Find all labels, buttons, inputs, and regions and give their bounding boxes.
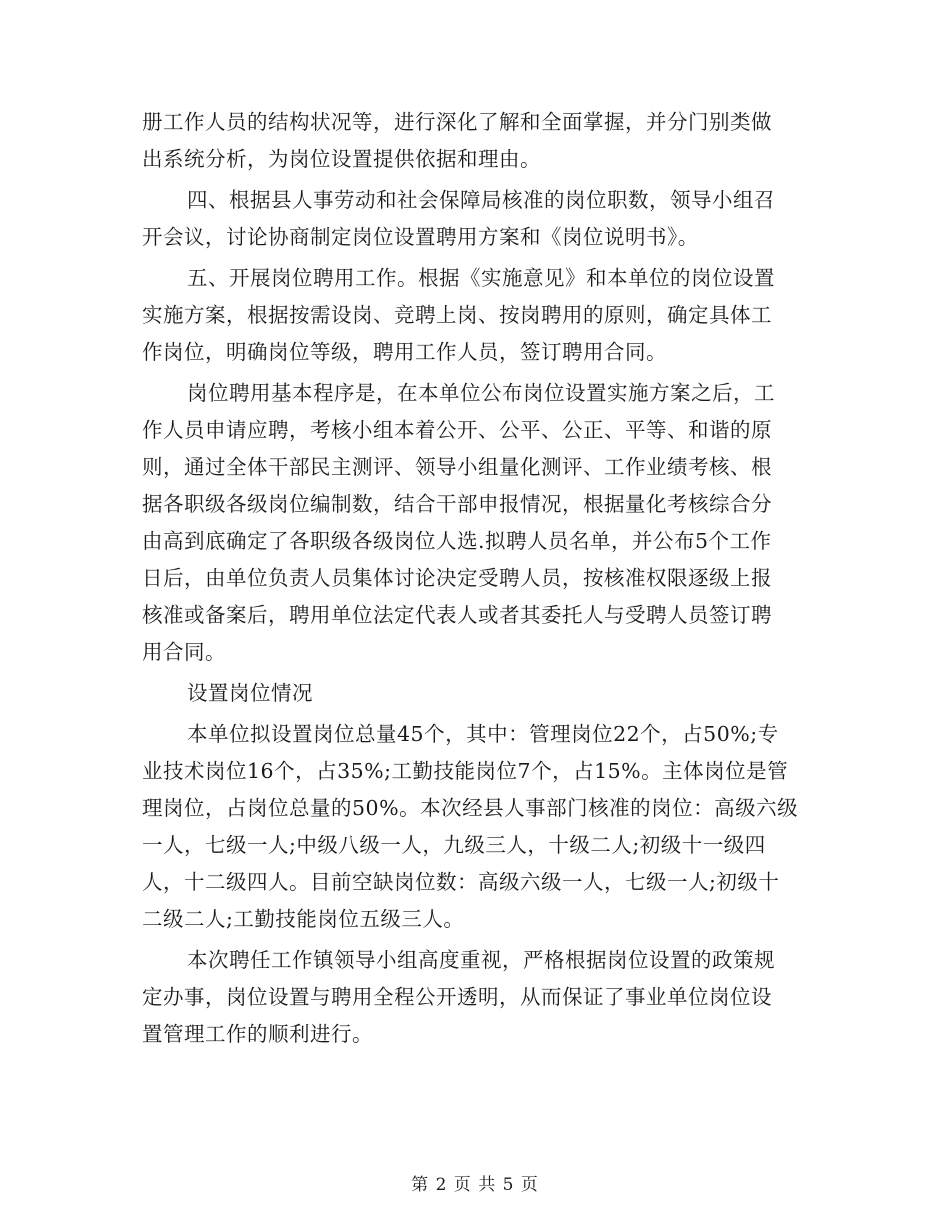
- paragraph-line: 开会议，讨论协商制定岗位设置聘用方案和《岗位说明书》。: [142, 225, 699, 249]
- paragraph-line: 用合同。: [142, 640, 226, 664]
- document-body: [142, 104, 812, 1057]
- body-paragraph: [142, 716, 812, 938]
- paragraph-line: 业技术岗位16个，占35%;工勤技能岗位7个，占15%。主体岗位是管: [142, 759, 789, 783]
- body-paragraph: [142, 260, 812, 371]
- paragraph-line: 本次聘任工作镇领导小组高度重视，严格根据岗位设置的政策规: [187, 948, 775, 972]
- paragraph-line: 本单位拟设置岗位总量45个，其中：管理岗位22个，占50%;专: [187, 722, 779, 746]
- paragraph-line: 五、开展岗位聘用工作。根据《实施意见》和本单位的岗位设置: [187, 266, 775, 290]
- paragraph-line: 则，通过全体干部民主测评、领导小组量化测评、工作业绩考核、根: [142, 455, 772, 479]
- paragraph-line: 理岗位，占岗位总量的50%。本次经县人事部门核准的岗位：高级六级: [142, 796, 799, 820]
- paragraph-line: 实施方案，根据按需设岗、竞聘上岗、按岗聘用的原则，确定具体工: [142, 303, 772, 327]
- paragraph-line: 人，十二级四人。目前空缺岗位数：高级六级一人，七级一人;初级十: [142, 870, 780, 894]
- paragraph-line: 册工作人员的结构状况等，进行深化了解和全面掌握，并分门别类做: [142, 110, 772, 134]
- paragraph-line: 作岗位，明确岗位等级，聘用工作人员，签订聘用合同。: [142, 340, 667, 364]
- body-paragraph: [142, 182, 812, 256]
- body-paragraph: [142, 104, 812, 178]
- paragraph-line: 岗位聘用基本程序是，在本单位公布岗位设置实施方案之后，工: [187, 381, 775, 405]
- paragraph-line: 作人员申请应聘，考核小组本着公开、公平、公正、平等、和谐的原: [142, 418, 772, 442]
- paragraph-line: 置管理工作的顺利进行。: [142, 1022, 373, 1046]
- paragraph-line: 四、根据县人事劳动和社会保障局核准的岗位职数，领导小组召: [187, 188, 775, 212]
- paragraph-line: 日后，由单位负责人员集体讨论决定受聘人员，按核准权限逐级上报: [142, 566, 772, 590]
- paragraph-line: 设置岗位情况: [187, 681, 313, 705]
- paragraph-line: 定办事，岗位设置与聘用全程公开透明，从而保证了事业单位岗位设: [142, 985, 772, 1009]
- paragraph-line: 由高到底确定了各职级各级岗位人选.拟聘人员名单，并公布5个工作: [142, 529, 772, 553]
- paragraph-line: 据各职级各级岗位编制数，结合干部申报情况，根据量化考核综合分: [142, 492, 772, 516]
- section-heading: [142, 675, 812, 712]
- body-paragraph: [142, 375, 812, 671]
- body-paragraph: [142, 942, 812, 1053]
- paragraph-line: 二级二人;工勤技能岗位五级三人。: [142, 907, 465, 931]
- paragraph-line: 出系统分析，为岗位设置提供依据和理由。: [142, 147, 541, 171]
- paragraph-line: 一人，七级一人;中级八级一人，九级三人，十级二人;初级十一级四: [142, 833, 766, 857]
- page-number-footer: 第 2 页 共 5 页: [411, 1175, 539, 1195]
- paragraph-line: 核准或备案后，聘用单位法定代表人或者其委托人与受聘人员签订聘: [142, 603, 772, 627]
